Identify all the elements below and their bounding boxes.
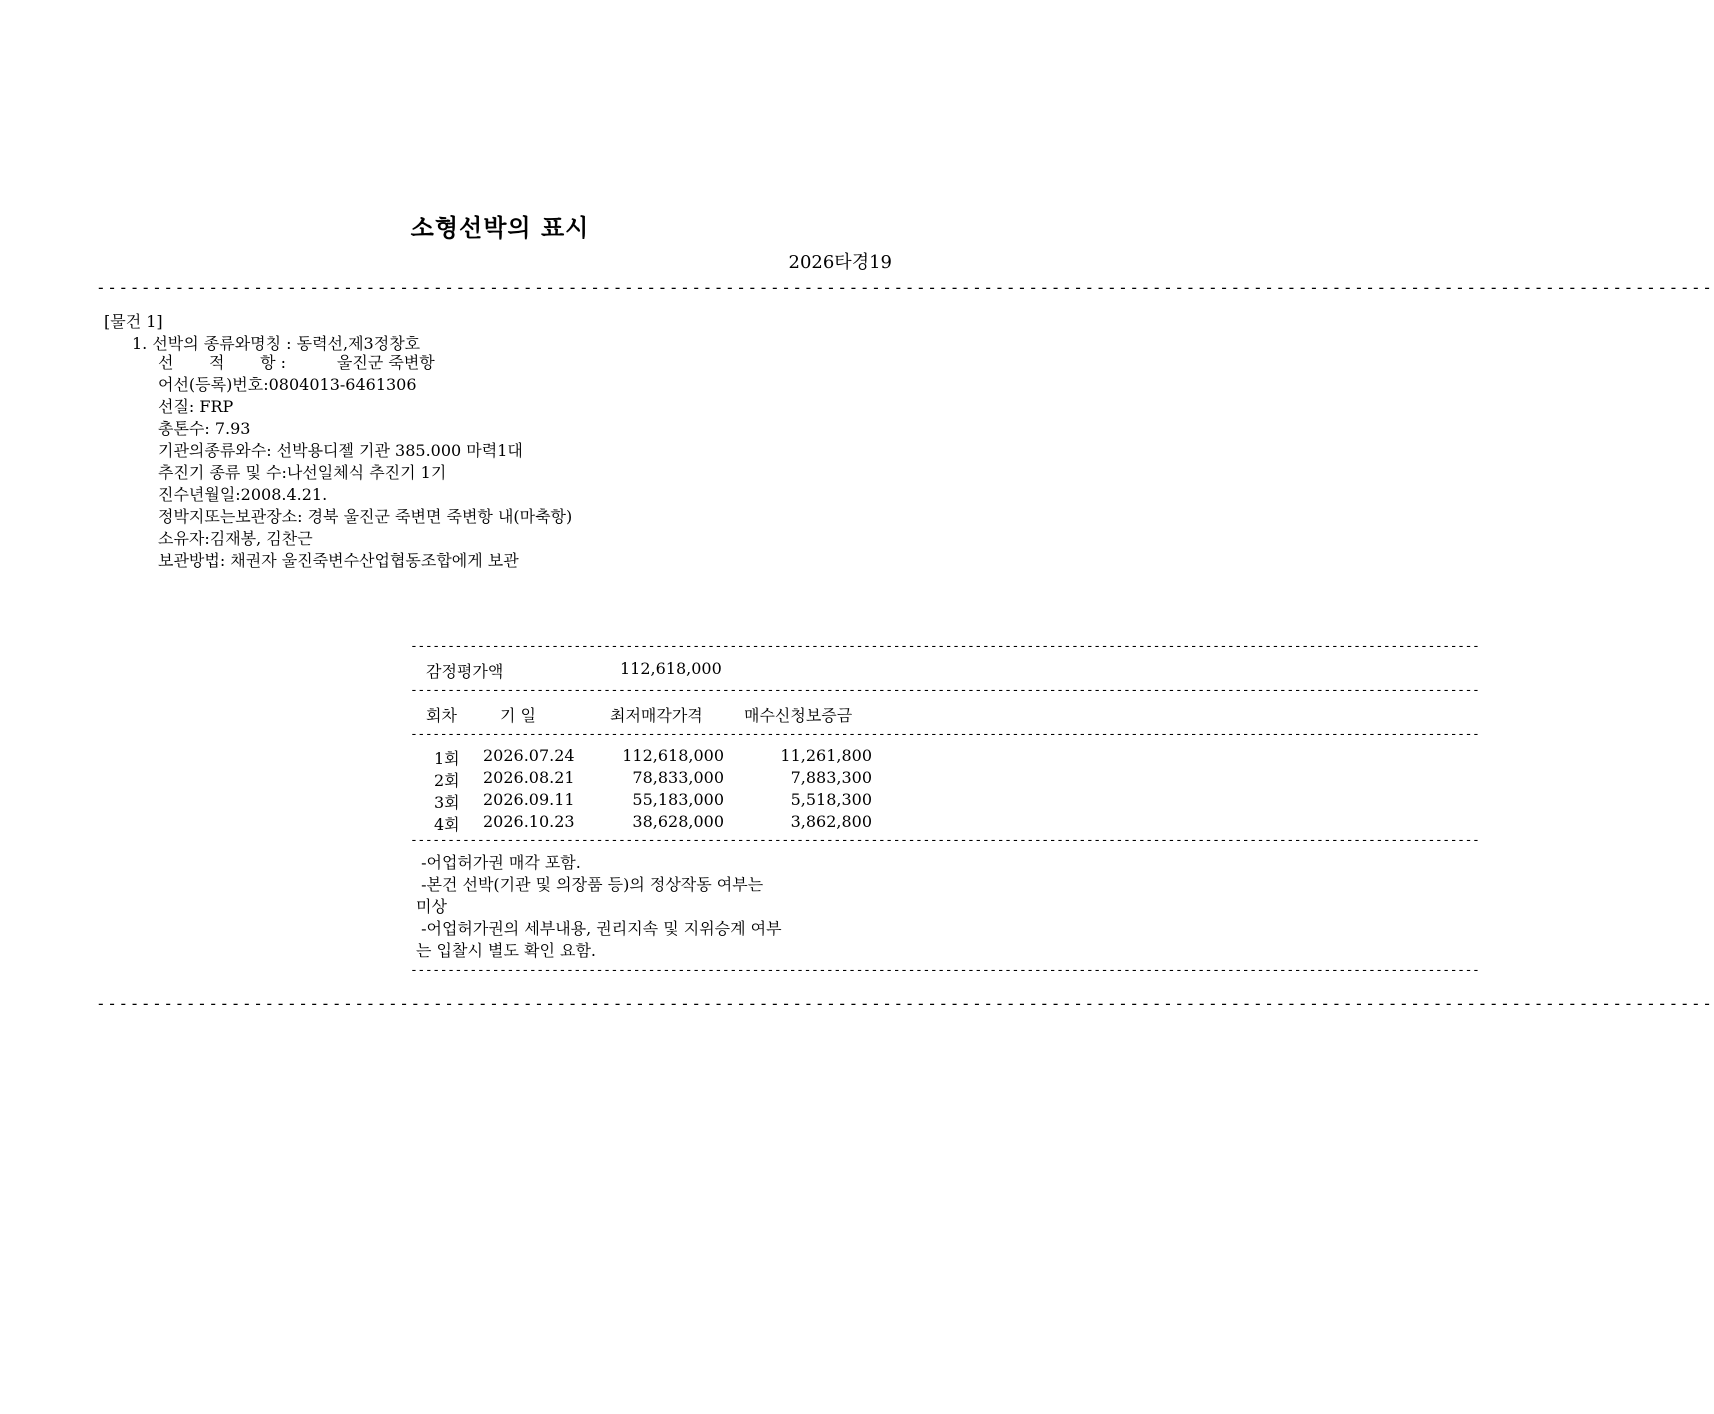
- deposit-cell: 3,862,800: [790, 812, 872, 831]
- property-mooring-place: 정박지또는보관장소: 경북 울진군 죽변면 죽변항 내(마축항): [158, 507, 573, 526]
- property-launch-date: 진수년월일:2008.4.21.: [158, 485, 328, 504]
- date-cell: 2026.10.23: [483, 812, 575, 831]
- property-storage-method: 보관방법: 채권자 울진죽변수산업협동조합에게 보관: [158, 551, 519, 570]
- round-cell: 3회: [434, 793, 460, 812]
- appraisal-label: 감정평가액: [426, 662, 504, 681]
- property-engine: 기관의종류와수: 선박용디젤 기관 385.000 마력1대: [158, 441, 523, 460]
- date-cell: 2026.09.11: [483, 790, 575, 809]
- date-cell: 2026.07.24: [483, 746, 575, 765]
- min-price-cell: 78,833,000: [632, 768, 724, 787]
- header-date: 기 일: [500, 706, 536, 725]
- item-label: [물건 1]: [104, 312, 163, 331]
- note-line: 는 입찰시 별도 확인 요함.: [416, 941, 596, 960]
- header-deposit: 매수신청보증금: [744, 706, 853, 725]
- table-row: [0, 812, 1000, 834]
- table-row: [0, 790, 1000, 812]
- note-line: -본건 선박(기관 및 의장품 등)의 정상작동 여부는: [416, 875, 764, 894]
- note-line: -어업허가권 매각 포함.: [416, 853, 581, 872]
- property-gross-tonnage: 총톤수: 7.93: [158, 419, 251, 438]
- notes-block: [416, 852, 782, 962]
- divider-bottom: ------------------------------------------------------------------------------------------------------------------------------------------------: [96, 994, 1714, 1013]
- property-propeller: 추진기 종류 및 수:나선일체식 추진기 1기: [158, 463, 447, 482]
- min-price-cell: 112,618,000: [622, 746, 724, 765]
- deposit-cell: 5,518,300: [790, 790, 872, 809]
- note-line: 미상: [416, 897, 447, 916]
- table-divider: ------------------------------------------------------------------------------------------------------------------------------------------------: [410, 727, 1480, 742]
- case-number: 2026타경19: [788, 252, 892, 273]
- round-cell: 1회: [434, 749, 460, 768]
- min-price-cell: 55,183,000: [632, 790, 724, 809]
- header-round: 회차: [426, 706, 457, 725]
- round-cell: 2회: [434, 771, 460, 790]
- document-title: 소형선박의 표시: [410, 213, 590, 242]
- table-divider: ------------------------------------------------------------------------------------------------------------------------------------------------: [410, 683, 1480, 698]
- table-divider: ------------------------------------------------------------------------------------------------------------------------------------------------: [410, 833, 1480, 848]
- round-cell: 4회: [434, 815, 460, 834]
- note-line: -어업허가권의 세부내용, 권리지속 및 지위승계 여부: [416, 919, 782, 938]
- schedule-header-row: [0, 703, 1000, 725]
- item-heading: 1. 선박의 종류와명칭 : 동력선,제3정창호: [132, 334, 421, 353]
- property-list: [158, 352, 572, 572]
- deposit-cell: 7,883,300: [790, 768, 872, 787]
- min-price-cell: 38,628,000: [632, 812, 724, 831]
- table-row: [0, 746, 1000, 768]
- divider-top: ------------------------------------------------------------------------------------------------------------------------------------------------: [96, 278, 1714, 297]
- date-cell: 2026.08.21: [483, 768, 575, 787]
- deposit-cell: 11,261,800: [780, 746, 872, 765]
- property-registration-number: 어선(등록)번호:0804013-6461306: [158, 375, 417, 394]
- header-min-price: 최저매각가격: [610, 706, 703, 725]
- property-owner: 소유자:김재봉, 김찬근: [158, 529, 313, 548]
- table-divider: ------------------------------------------------------------------------------------------------------------------------------------------------: [410, 639, 1480, 654]
- table-divider: ------------------------------------------------------------------------------------------------------------------------------------------------: [410, 963, 1480, 978]
- appraisal-value: 112,618,000: [620, 659, 722, 678]
- property-port: 선 적 항 : 울진군 죽변항: [158, 353, 435, 372]
- appraisal-row: [0, 659, 1000, 681]
- table-row: [0, 768, 1000, 790]
- property-hull-material: 선질: FRP: [158, 397, 234, 416]
